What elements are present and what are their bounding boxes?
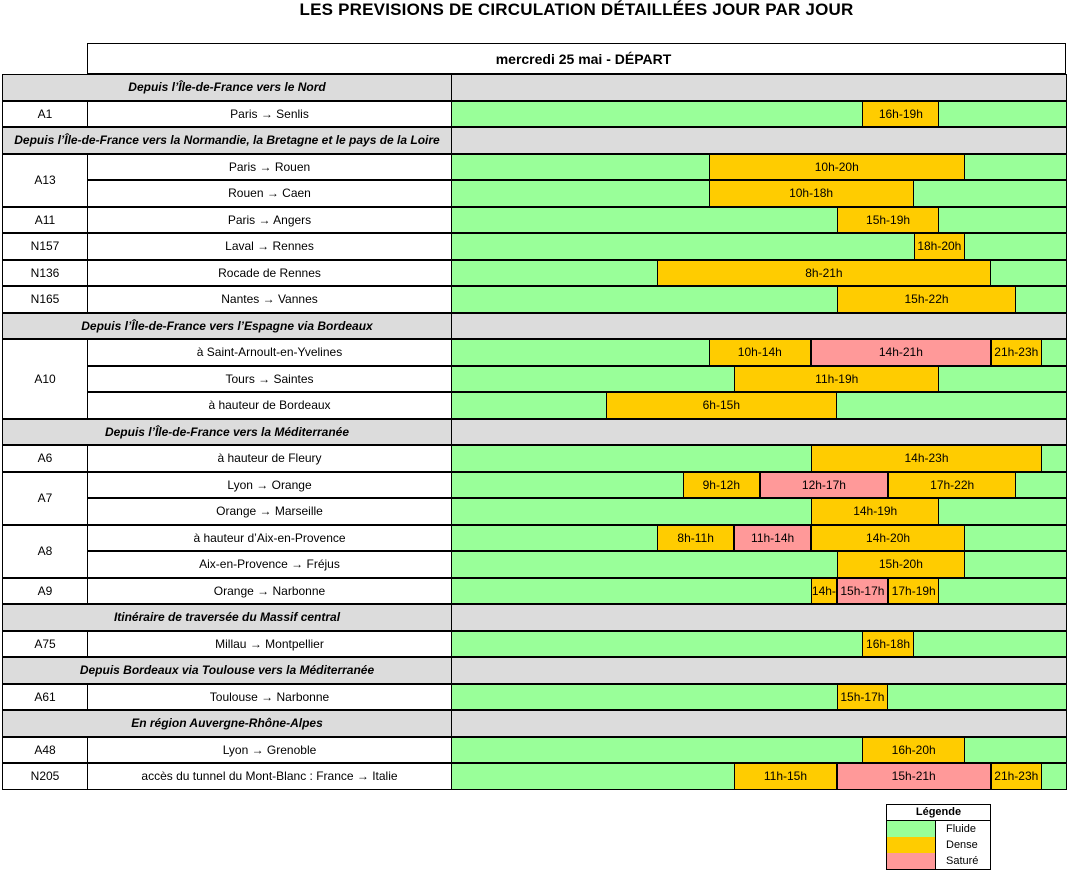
period-dense: 14h-20h — [811, 526, 965, 551]
road-section-label: Toulouse → Narbonne — [87, 684, 452, 711]
period-dense: 17h-22h — [888, 473, 1016, 498]
period-dense: 16h-19h — [862, 102, 939, 127]
period-dense: 17h-19h — [888, 579, 939, 604]
period-dense: 15h-17h — [837, 685, 888, 710]
period-dense: 18h-20h — [914, 234, 965, 259]
section-bar — [451, 657, 1067, 684]
period-dense: 21h-23h — [991, 764, 1042, 789]
traffic-bar — [451, 498, 1067, 525]
road-code: A1 — [2, 101, 88, 128]
legend-label-sature: Saturé — [946, 855, 979, 867]
page-title: LES PREVISIONS DE CIRCULATION DÉTAILLÉES JOUR PAR JOUR — [299, 0, 854, 19]
period-sature: 11h-14h — [734, 526, 811, 551]
traffic-bar — [451, 631, 1067, 658]
legend-item-fluide — [887, 821, 990, 837]
legend-label-dense: Dense — [946, 839, 978, 851]
section-title: En région Auvergne-Rhône-Alpes — [2, 710, 452, 737]
road-section-label: Lyon → Grenoble — [87, 737, 452, 764]
section-title: Depuis l’Île-de-France vers l’Espagne via Bordeaux — [2, 313, 452, 340]
traffic-bar — [451, 684, 1067, 711]
period-dense: 8h-21h — [657, 261, 990, 286]
period-dense: 10h-18h — [709, 181, 914, 206]
road-section-label: Paris → Rouen — [87, 154, 452, 181]
period-sature: 15h-17h — [837, 579, 888, 604]
road-section-label: Tours → Saintes — [87, 366, 452, 393]
road-section-label: Nantes → Vannes — [87, 286, 452, 313]
period-sature: 14h-21h — [811, 340, 991, 365]
period-dense: 11h-15h — [734, 764, 837, 789]
road-code: A9 — [2, 578, 88, 605]
legend-item-sature — [887, 853, 990, 869]
road-section-label: Lyon → Orange — [87, 472, 452, 499]
road-section-label: accès du tunnel du Mont-Blanc : France → Italie — [87, 763, 452, 790]
period-dense: 14h-23h — [811, 446, 1042, 471]
section-title: Itinéraire de traversée du Massif central — [2, 604, 452, 631]
period-dense: 11h-19h — [734, 367, 939, 392]
road-code: N165 — [2, 286, 88, 313]
period-dense: 14h-19h — [811, 499, 939, 524]
traffic-bar — [451, 101, 1067, 128]
traffic-bar — [451, 207, 1067, 234]
road-code: N157 — [2, 233, 88, 260]
legend-label-fluide: Fluide — [946, 823, 976, 835]
road-section-label: Rouen → Caen — [87, 180, 452, 207]
period-dense: 9h-12h — [683, 473, 760, 498]
legend-item-dense — [887, 837, 990, 853]
road-code: N136 — [2, 260, 88, 287]
period-sature: 15h-21h — [837, 764, 991, 789]
section-bar — [451, 604, 1067, 631]
road-code: A10 — [2, 339, 88, 419]
period-dense: 10h-14h — [709, 340, 812, 365]
road-section-label: à hauteur de Fleury — [87, 445, 452, 472]
legend-swatch-fluide — [887, 821, 936, 837]
section-bar — [451, 313, 1067, 340]
legend-title: Légende — [887, 805, 990, 821]
legend-swatch-dense — [887, 837, 936, 853]
road-section-label: Aix-en-Provence → Fréjus — [87, 551, 452, 578]
road-code: A61 — [2, 684, 88, 711]
period-dense: 8h-11h — [657, 526, 734, 551]
section-bar — [451, 127, 1067, 154]
road-section-label: Paris → Senlis — [87, 101, 452, 128]
period-dense: 15h-20h — [837, 552, 965, 577]
traffic-bar — [451, 551, 1067, 578]
road-section-label: à hauteur de Bordeaux — [87, 392, 452, 419]
road-section-label: Millau → Montpellier — [87, 631, 452, 658]
road-section-label: Paris → Angers — [87, 207, 452, 234]
section-bar — [451, 419, 1067, 446]
traffic-bar — [451, 737, 1067, 764]
section-bar — [451, 710, 1067, 737]
road-section-label: Rocade de Rennes — [87, 260, 452, 287]
road-section-label: Laval → Rennes — [87, 233, 452, 260]
traffic-bar — [451, 578, 1067, 605]
period-sature: 12h-17h — [760, 473, 888, 498]
section-title: Depuis l’Île-de-France vers la Normandie, la Bretagne et le pays de la Loire — [2, 127, 452, 154]
road-section-label: à hauteur d’Aix-en-Provence — [87, 525, 452, 552]
section-bar — [451, 74, 1067, 101]
period-dense: 15h-19h — [837, 208, 940, 233]
section-title: Depuis l’Île-de-France vers le Nord — [2, 74, 452, 101]
period-dense: 14h- — [811, 579, 837, 604]
road-code: A48 — [2, 737, 88, 764]
road-code: A8 — [2, 525, 88, 578]
legend — [886, 804, 991, 870]
traffic-bar — [451, 233, 1067, 260]
road-code: A6 — [2, 445, 88, 472]
road-code: A13 — [2, 154, 88, 207]
road-code: A75 — [2, 631, 88, 658]
period-dense: 10h-20h — [709, 155, 966, 180]
road-section-label: Orange → Marseille — [87, 498, 452, 525]
date-header — [87, 43, 1066, 74]
period-dense: 16h-18h — [862, 632, 913, 657]
legend-swatch-sature — [887, 853, 936, 869]
period-dense: 21h-23h — [991, 340, 1042, 365]
road-code: A11 — [2, 207, 88, 234]
date-header-label: mercredi 25 mai - DÉPART — [495, 50, 672, 67]
road-section-label: Orange → Narbonne — [87, 578, 452, 605]
road-code: N205 — [2, 763, 88, 790]
section-title: Depuis Bordeaux via Toulouse vers la Méditerranée — [2, 657, 452, 684]
section-title: Depuis l’Île-de-France vers la Méditerranée — [2, 419, 452, 446]
period-dense: 15h-22h — [837, 287, 1017, 312]
period-dense: 16h-20h — [862, 738, 965, 763]
road-section-label: à Saint-Arnoult-en-Yvelines — [87, 339, 452, 366]
period-dense: 6h-15h — [606, 393, 837, 418]
road-code: A7 — [2, 472, 88, 525]
